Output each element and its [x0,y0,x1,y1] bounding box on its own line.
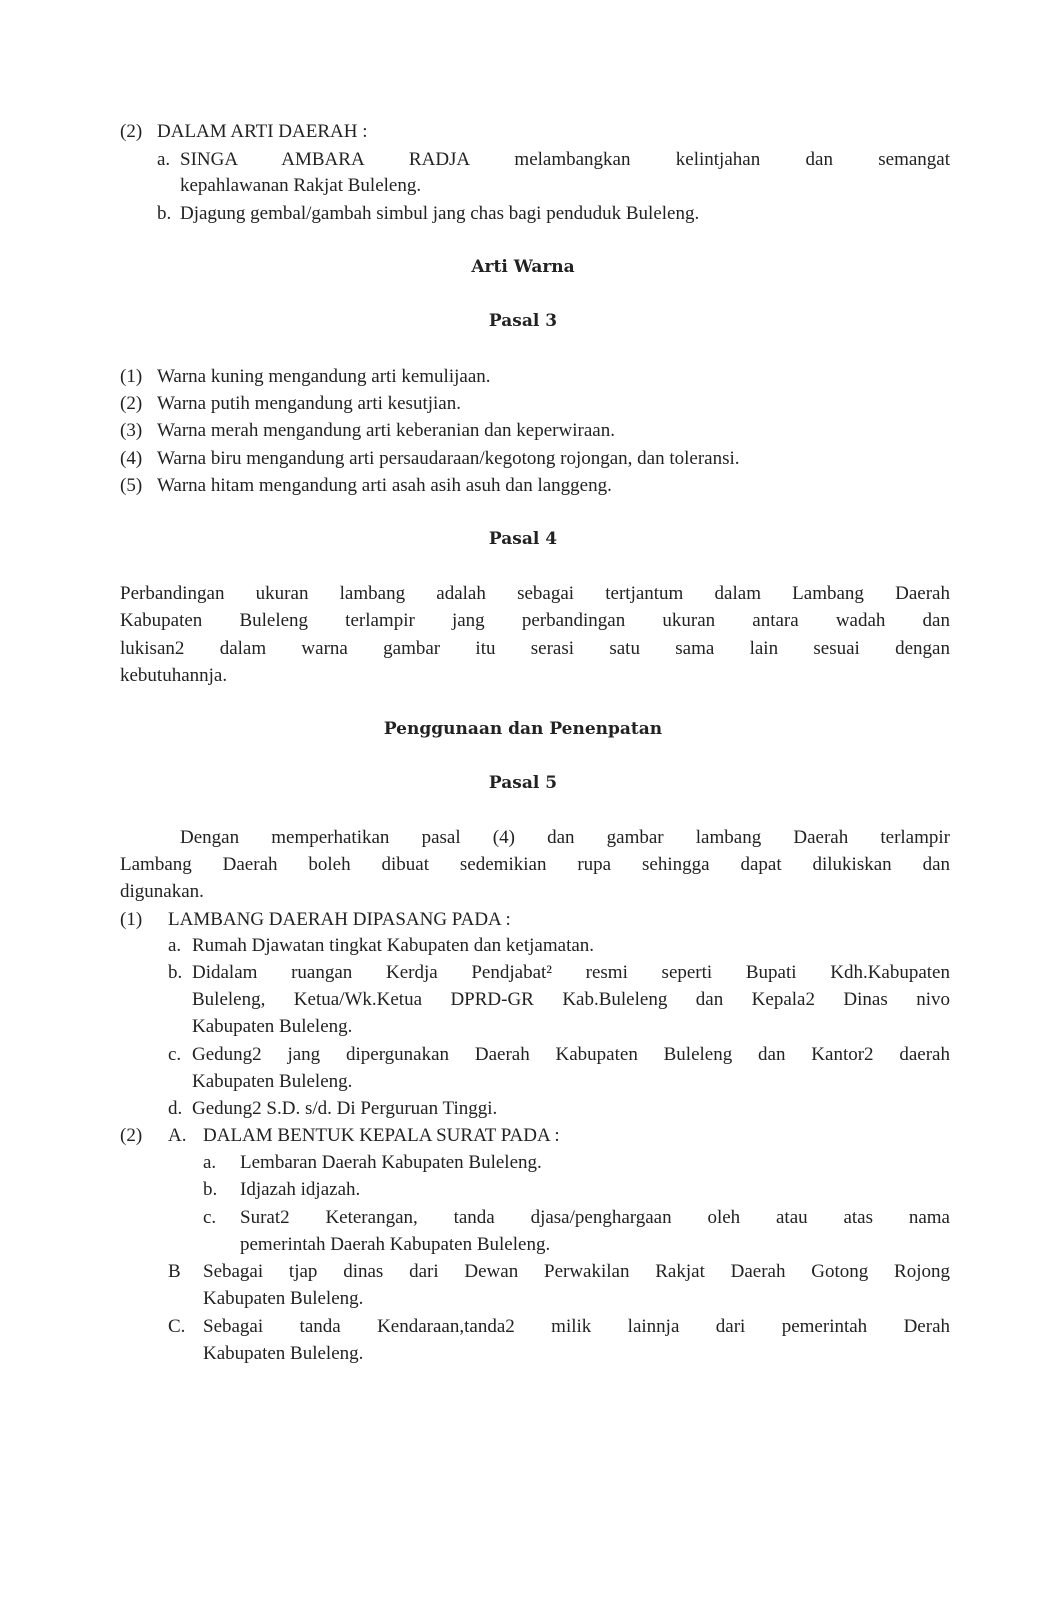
text-line: pemerintah Daerah Kabupaten Buleleng. [240,1234,551,1255]
item-label: C. [168,1316,186,1337]
item-label: b. [203,1179,218,1200]
item-label: c. [168,1044,182,1065]
text-line: digunakan. [120,881,204,902]
text-line: Kabupaten Buleleng. [192,1016,353,1037]
article-title: Pasal 3 [488,311,558,331]
text-line: Idjazah idjazah. [240,1179,361,1200]
item-number: (2) [120,1125,143,1146]
item-label: A. [168,1125,187,1146]
text-line: SINGA AMBARA RADJA melambangkan kelintjahan dan semangat [180,149,950,170]
text-line: kebutuhannja. [120,665,228,686]
text-line: Sebagai tanda Kendaraan,tanda2 milik lainnja dari pemerintah Derah [203,1316,950,1337]
text-line: Kabupaten Buleleng. [192,1071,353,1092]
section-heading: Penggunaan dan Penenpatan [383,719,663,739]
list-item: Warna putih mengandung arti kesutjian. [157,393,461,414]
item-number: (1) [120,366,143,387]
item-label: a. [168,935,182,956]
text-line: Gedung2 S.D. s/d. Di Perguruan Tinggi. [192,1098,498,1119]
text-line: Buleleng, Ketua/Wk.Ketua DPRD-GR Kab.Buleleng dan Kepala2 Dinas nivo [192,989,950,1010]
item-heading: DALAM ARTI DAERAH : [157,121,368,142]
item-label: a. [157,149,171,170]
article-title: Pasal 5 [488,773,558,793]
text-line: Kabupaten Buleleng. [203,1288,364,1309]
text-line: kepahlawanan Rakjat Buleleng. [180,175,422,196]
text-line: Kabupaten Buleleng. [203,1343,364,1364]
text-line: lukisan2 dalam warna gambar itu serasi satu sama lain sesuai dengan [120,638,950,659]
list-item: Warna biru mengandung arti persaudaraan/kegotong rojongan, dan toleransi. [157,448,740,469]
item-heading: DALAM BENTUK KEPALA SURAT PADA : [203,1125,560,1146]
text-line: Didalam ruangan Kerdja Pendjabat² resmi seperti Bupati Kdh.Kabupaten [192,962,950,983]
article-title: Pasal 4 [488,529,558,549]
text-line: Gedung2 jang dipergunakan Daerah Kabupaten Buleleng dan Kantor2 daerah [192,1044,950,1065]
item-number: (5) [120,475,143,496]
list-item: Warna hitam mengandung arti asah asih asuh dan langgeng. [157,475,612,496]
item-label: c. [203,1207,217,1228]
text-line: Surat2 Keterangan, tanda djasa/penghargaan oleh atau atas nama [240,1207,950,1228]
item-label: b. [168,962,183,983]
item-number: (3) [120,420,143,441]
text-line: Lambang Daerah boleh dibuat sedemikian rupa sehingga dapat dilukiskan dan [120,854,950,875]
item-number: (2) [120,121,143,142]
item-label: d. [168,1098,183,1119]
item-number: (1) [120,909,143,930]
text-line: Perbandingan ukuran lambang adalah sebagai tertjantum dalam Lambang Daerah [120,583,950,604]
text-line: Sebagai tjap dinas dari Dewan Perwakilan Rakjat Daerah Gotong Rojong [203,1261,950,1282]
text-line: Lembaran Daerah Kabupaten Buleleng. [240,1152,542,1173]
list-item: Warna merah mengandung arti keberanian dan keperwiraan. [157,420,615,441]
section-heading: Arti Warna [471,257,575,277]
item-number: (2) [120,393,143,414]
text-line: Rumah Djawatan tingkat Kabupaten dan ketjamatan. [192,935,595,956]
item-number: (4) [120,448,143,469]
list-item: Warna kuning mengandung arti kemulijaan. [157,366,491,387]
item-label: B [168,1261,181,1282]
item-label: b. [157,203,172,224]
text-line: Kabupaten Buleleng terlampir jang perbandingan ukuran antara wadah dan [120,610,950,631]
item-heading: LAMBANG DAERAH DIPASANG PADA : [168,909,511,930]
text-line: Dengan memperhatikan pasal (4) dan gambar lambang Daerah terlampir [180,827,950,848]
text-line: Djagung gembal/gambah simbul jang chas bagi penduduk Buleleng. [180,203,700,224]
item-label: a. [203,1152,217,1173]
